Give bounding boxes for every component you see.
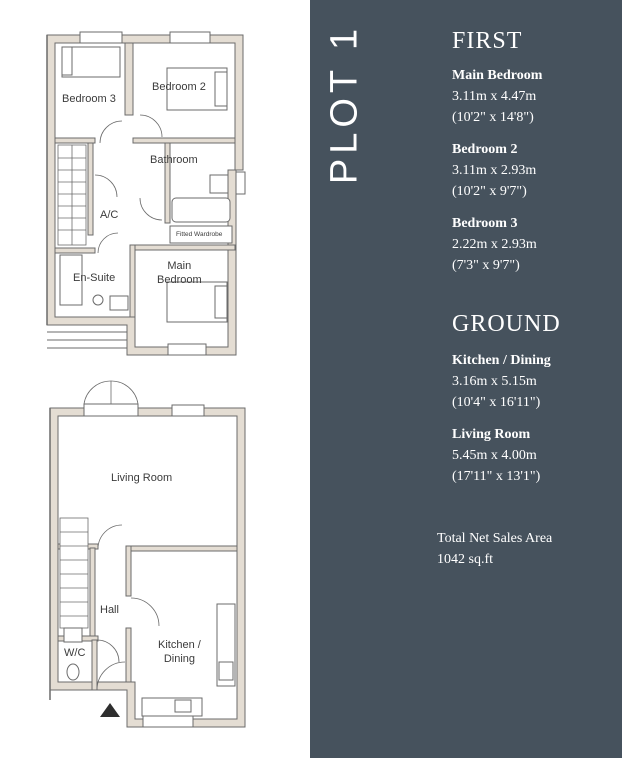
plan-label-kitchen-line2: Dining xyxy=(163,653,195,665)
spec-room-metric: 3.11m x 2.93m xyxy=(452,163,537,178)
plan-label-wc: W/C xyxy=(64,647,86,659)
plan-label-en-suite: En-Suite xyxy=(73,272,116,284)
plan-label-main-bedroom-line2: Bedroom xyxy=(157,274,202,286)
first-floor-stairs xyxy=(58,145,86,245)
first-floor-plan xyxy=(47,32,245,355)
total-area-value: 1042 sq.ft xyxy=(437,552,493,567)
ground-floor-windows xyxy=(84,404,204,727)
spec-living-room xyxy=(452,424,540,487)
floor-plans xyxy=(0,0,310,758)
plan-label-bedroom-3: Bedroom 3 xyxy=(62,93,116,105)
spec-room-metric: 5.45m x 4.00m xyxy=(452,448,537,463)
plan-label-main-bedroom xyxy=(157,259,202,287)
balcony-rail xyxy=(47,332,127,348)
spec-room-metric: 2.22m x 2.93m xyxy=(452,237,537,252)
spec-room-imperial: (17'11" x 13'1") xyxy=(452,469,541,484)
entrance-arrow-icon xyxy=(100,703,120,717)
spec-room-imperial: (10'2" x 9'7") xyxy=(452,184,527,199)
plan-label-kitchen-dining xyxy=(158,638,201,666)
french-doors xyxy=(84,381,138,404)
plan-label-fitted-wardrobe: Fitted Wardrobe xyxy=(176,231,223,238)
total-area-label: Total Net Sales Area xyxy=(437,531,553,546)
spec-bedroom-3 xyxy=(452,213,537,276)
total-area xyxy=(437,528,552,570)
plot-title: PLOT 1 xyxy=(323,23,366,185)
ground-floor-title: GROUND xyxy=(452,311,561,337)
spec-kitchen-dining xyxy=(452,350,551,413)
spec-room-name: Bedroom 2 xyxy=(452,142,518,157)
first-floor-title: FIRST xyxy=(452,28,523,54)
spec-room-name: Main Bedroom xyxy=(452,68,543,83)
ground-floor-stairs xyxy=(60,518,88,628)
plan-label-living-room: Living Room xyxy=(111,472,173,484)
first-floor-doors xyxy=(95,115,162,253)
spec-room-imperial: (7'3" x 9'7") xyxy=(452,258,520,273)
spec-room-name: Living Room xyxy=(452,427,531,442)
plan-label-main-bedroom-line1: Main xyxy=(167,260,192,272)
ground-floor-plan xyxy=(50,381,245,727)
plan-label-hall: Hall xyxy=(100,604,119,616)
spec-room-metric: 3.11m x 4.47m xyxy=(452,89,537,104)
spec-room-imperial: (10'4" x 16'11") xyxy=(452,395,541,410)
spec-room-imperial: (10'2" x 14'8") xyxy=(452,110,534,125)
spec-room-name: Kitchen / Dining xyxy=(452,353,551,368)
floor-plan-drawing xyxy=(0,0,310,758)
plan-label-ac: A/C xyxy=(100,209,119,221)
spec-room-name: Bedroom 3 xyxy=(452,216,518,231)
spec-main-bedroom xyxy=(452,65,542,128)
plan-label-kitchen-line1: Kitchen / xyxy=(158,639,201,651)
plan-label-bathroom: Bathroom xyxy=(150,154,198,166)
spec-bedroom-2 xyxy=(452,139,536,202)
spec-room-metric: 3.16m x 5.15m xyxy=(452,374,537,389)
plan-label-bedroom-2: Bedroom 2 xyxy=(152,81,206,93)
